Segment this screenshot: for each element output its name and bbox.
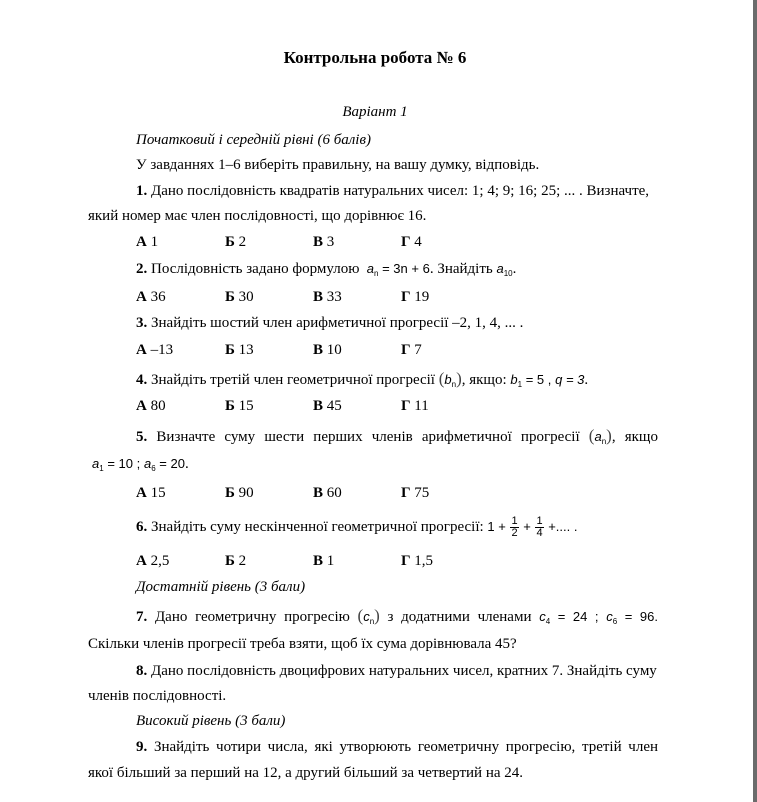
- question-text-2: . Знайдіть: [429, 261, 493, 277]
- question-1-line-1: [136, 183, 658, 200]
- question-text: Знайдіть суму нескінченної геометричної прогресії:: [151, 518, 484, 535]
- question-text: Знайдіть чотири числа, які утворюють геометричну прогресію, третій член: [153, 739, 659, 755]
- option-c: В 1: [313, 553, 335, 569]
- question-text-2: , якщо:: [461, 372, 507, 388]
- option-d: Г 4: [401, 234, 422, 250]
- condition-1: $a_1 = 10$ ;: [92, 456, 141, 473]
- question-number: 3.: [136, 315, 148, 331]
- condition-2: $c_6 = 96$.: [606, 609, 658, 626]
- question-7-line-1: 7. Дано геометричну прогресію $(c_n)$ з додатними членами $c_4 = 24$ ; $c_6 = 96$.: [136, 606, 658, 626]
- question-number: 6.: [136, 518, 148, 535]
- series-expression: 1 + $\frac{1}{2}$ + $\frac{1}{4}$ +.... .: [487, 515, 578, 539]
- option-a: А 1: [136, 234, 159, 250]
- level-heading-1: Початковий і середній рівні (6 балів): [136, 132, 371, 148]
- option-a: А 15: [136, 485, 166, 501]
- question-text: Знайдіть шостий член арифметичної прогресії –2, 1, 4, ... .: [151, 315, 524, 331]
- page-title: Контрольна робота № 6: [283, 48, 467, 67]
- option-b: Б 2: [225, 553, 247, 569]
- page-edge: [753, 0, 757, 802]
- question-9-line-1: [136, 739, 658, 756]
- question-number: 1.: [136, 183, 148, 199]
- option-d: Г 7: [401, 342, 422, 358]
- option-d: Г 19: [401, 289, 430, 305]
- option-c: В 10: [313, 342, 342, 358]
- question-text: Дано послідовність двоцифрових натуральних чисел, кратних 7. Знайдіть суму: [151, 663, 657, 679]
- option-b: Б 90: [225, 485, 254, 501]
- level-heading-3: Високий рівень (3 бали): [136, 713, 286, 729]
- option-b: Б 15: [225, 398, 254, 414]
- sequence-notation: $(b_n)$: [438, 369, 462, 389]
- sequence-notation: $(a_n)$: [588, 426, 612, 446]
- question-number: 7.: [136, 609, 148, 625]
- question-5-line-1: 5. Визначте суму шести перших членів арифметичної прогресії $(a_n)$, якщо: [136, 426, 658, 446]
- option-c: В 45: [313, 398, 342, 414]
- question-2: 2. Послідовність задано формулою $a_n = 3n + 6$. Знайдіть $a_{10}$.: [136, 261, 517, 278]
- question-3: [136, 315, 523, 332]
- condition-2: $a_6 = 20$: [143, 456, 185, 473]
- question-text: Послідовність задано формулою: [151, 261, 360, 277]
- question-9-line-2: якої більший за перший на 12, а другий більший за четвертий на 24.: [88, 765, 523, 781]
- question-number: 9.: [136, 739, 148, 755]
- option-d: Г 11: [401, 398, 429, 414]
- condition-2: q = 3: [555, 372, 585, 387]
- question-text: Дано геометричну прогресію: [154, 609, 350, 625]
- option-a: А –13: [136, 342, 174, 358]
- condition-1: $b_1 = 5$ ,: [510, 372, 552, 389]
- question-text: Знайдіть третій член геометричної прогресії: [151, 372, 435, 388]
- question-8-line-1: [136, 663, 658, 680]
- option-d: Г 75: [401, 485, 430, 501]
- option-b: Б 13: [225, 342, 254, 358]
- question-5-line-2: $a_1 = 10$ ; $a_6 = 20$.: [92, 456, 189, 473]
- option-a: А 2,5: [136, 553, 170, 569]
- level-heading-2: Достатній рівень (3 бали): [136, 579, 306, 595]
- option-b: Б 30: [225, 289, 254, 305]
- option-b: Б 2: [225, 234, 247, 250]
- question-text: Визначте суму шести перших членів арифметичної прогресії: [156, 429, 580, 445]
- fraction-2: $\frac{1}{4}$: [536, 515, 543, 539]
- variant-heading: Варіант 1: [342, 104, 408, 120]
- option-c: В 33: [313, 289, 342, 305]
- question-6: [136, 516, 577, 539]
- question-7-line-2: Скільки членів прогресії треба взяти, щоб їх сума дорівнювала 45?: [88, 636, 517, 652]
- option-a: А 80: [136, 398, 166, 414]
- target-term: $a_{10}$: [496, 261, 513, 278]
- question-number: 4.: [136, 372, 148, 388]
- sequence-notation: $(c_n)$: [357, 606, 380, 626]
- formula: $a_n = 3n + 6$: [366, 261, 430, 278]
- question-text: Дано послідовність квадратів натуральних чисел: 1; 4; 9; 16; 25; ... . Визначте,: [151, 183, 650, 199]
- condition-1: $c_4 = 24$ ;: [539, 609, 599, 626]
- question-8-line-2: членів послідовності.: [88, 688, 227, 704]
- option-c: В 60: [313, 485, 342, 501]
- option-c: В 3: [313, 234, 335, 250]
- question-1-line-2: який номер має член послідовності, що дорівнює 16.: [88, 208, 427, 224]
- option-d: Г 1,5: [401, 553, 434, 569]
- question-number: 8.: [136, 663, 148, 679]
- question-4: 4. Знайдіть третій член геометричної прогресії $(b_n)$, якщо: $b_1 = 5$ , q = 3.: [136, 369, 589, 389]
- question-number: 2.: [136, 261, 148, 277]
- fraction-1: $\frac{1}{2}$: [511, 515, 518, 539]
- option-a: А 36: [136, 289, 166, 305]
- question-number: 5.: [136, 429, 148, 445]
- instructions: У завданнях 1–6 виберіть правильну, на вашу думку, відповідь.: [136, 157, 540, 173]
